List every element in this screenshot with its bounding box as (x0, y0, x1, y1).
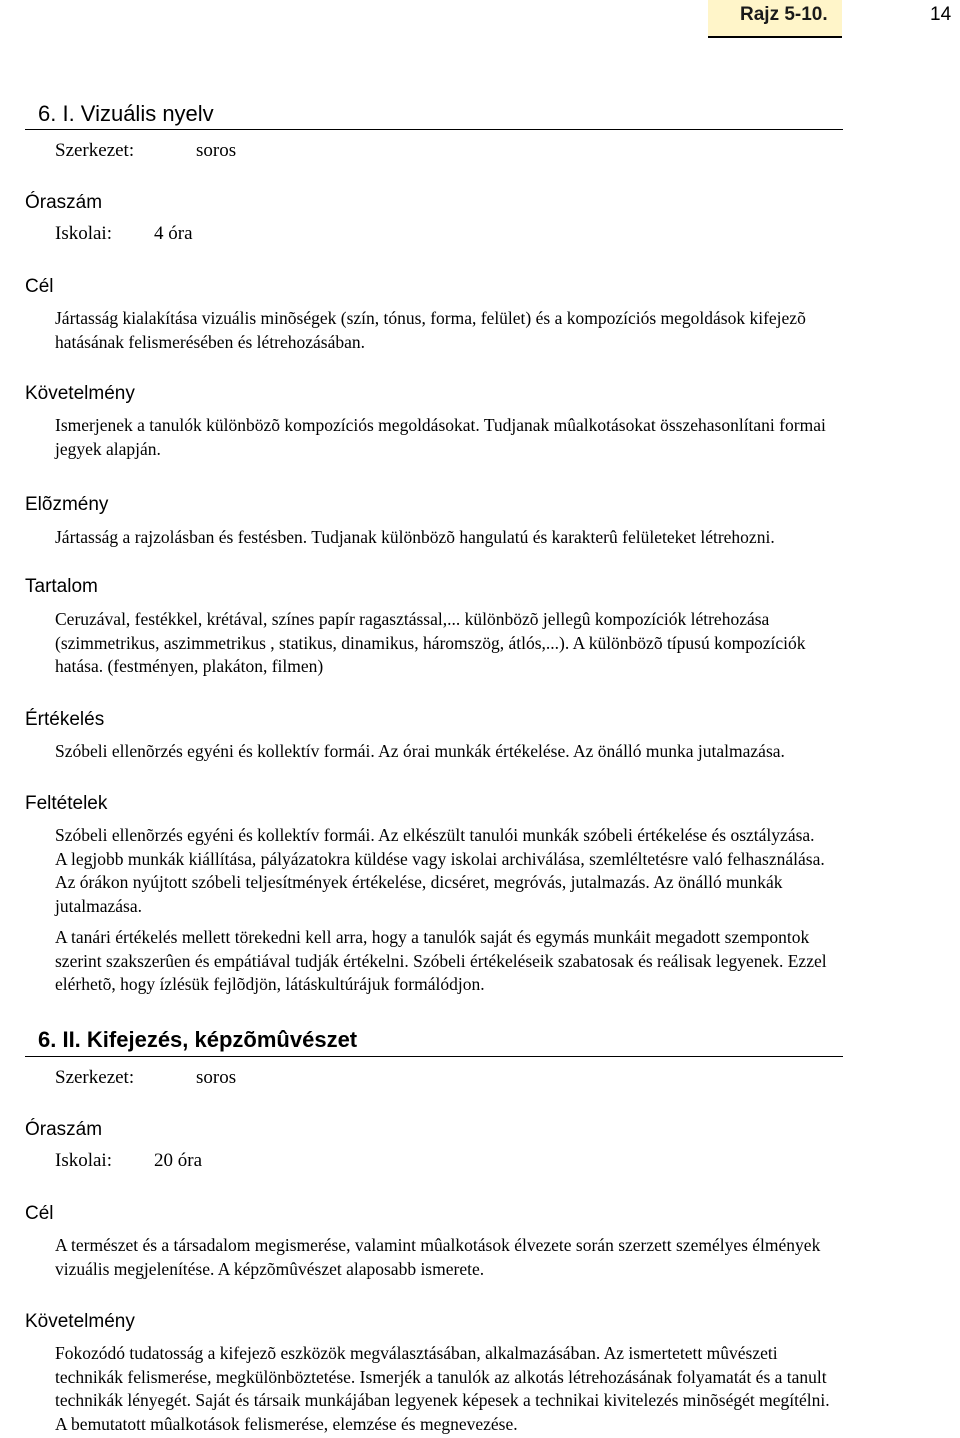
section-2-structure (55, 1067, 237, 1089)
school-label: Iskolai: (55, 1150, 112, 1171)
section-1-prerequisite-heading: Elõzmény (25, 494, 109, 515)
section-1-goal-text: Jártasság kialakítása vizuális minõségek (szín, tónus, forma, felület) és a kompozíciós megoldások kifejezõ hatásának felismerésében és létrehozásában. (55, 308, 806, 352)
section-1-hours-heading: Óraszám (25, 192, 103, 213)
section-2-rule (25, 1056, 843, 1057)
header-underline (708, 36, 842, 38)
section-1-conditions-text-2: A tanári értékelés mellett törekedni kell arra, hogy a tanulók saját és egymás munkáit megadott szempontok szerint szakszerûen és empátiával tudják értékelni. Szóbeli értékeléseik szabatosak és reálisak legyenek. Ezzel elérhetõ, hogy ízlésük fejlõdjön, látáskultúrájuk formálódjon. (55, 927, 827, 994)
school-value: 4 óra (154, 223, 193, 244)
section-1-requirement-text: Ismerjenek a tanulók különbözõ kompozíciós megoldásokat. Tudjanak mûalkotásokat összehasonlítani formai jegyek alapján. (55, 415, 826, 459)
section-1-prerequisite-text: Jártasság a rajzolásban és festésben. Tudjanak különbözõ hangulatú és karakterû felületeket létrehozni. (55, 527, 775, 547)
section-2-goal-text: A természet és a társadalom megismerése, valamint mûalkotások élvezete során szerzett személyes élmények vizuális megjelenítése. A képzõmûvészet alaposabb ismerete. (55, 1235, 821, 1279)
structure-value: soros (196, 140, 237, 161)
structure-label: Szerkezet: (55, 1067, 135, 1088)
section-1-content-heading: Tartalom (25, 576, 98, 597)
section-1-structure (55, 140, 237, 162)
section-1-rule (25, 129, 843, 130)
section-1-conditions-text: Szóbeli ellenõrzés egyéni és kollektív formái. Az elkészült tanulói munkák szóbeli értékelése és osztályzása. A legjobb munkák kiállítása, pályázatokra küldése vagy iskolai archiválása, szemléltetésre való felhasználása. Az órákon nyújtott szóbeli teljesítmények értékelése, dicséret, megróvás, jutalmazás. Az önálló munkák jutalmazása. (55, 825, 825, 916)
section-1-goal-heading: Cél (25, 276, 54, 297)
page-header (0, 0, 960, 42)
section-1-title: 6. I. Vizuális nyelv (38, 101, 214, 126)
section-2-goal-heading: Cél (25, 1203, 54, 1224)
section-1-evaluation-text: Szóbeli ellenõrzés egyéni és kollektív formái. Az órai munkák értékelése. Az önálló munka jutalmazása. (55, 741, 785, 761)
section-1-requirement-heading: Követelmény (25, 383, 135, 404)
section-2-school-hours (55, 1150, 203, 1172)
school-value: 20 óra (154, 1150, 203, 1171)
section-2-hours-heading: Óraszám (25, 1119, 103, 1140)
section-1-content-text: Ceruzával, festékkel, krétával, színes papír ragasztással,... különbözõ jellegû kompozíciók létrehozása (szimmetrikus, aszimmetrikus , statikus, dinamikus, háromszög, átlós,...). A különbözõ típusú kompozíciók hatása. (festményen, plakáton, filmen) (55, 609, 806, 676)
section-1-evaluation-heading: Értékelés (25, 709, 105, 730)
structure-value: soros (196, 1067, 237, 1088)
header-title: Rajz 5-10. (740, 4, 828, 25)
structure-label: Szerkezet: (55, 140, 135, 161)
section-1-school-hours (55, 223, 193, 245)
section-2-requirement-heading: Követelmény (25, 1311, 135, 1332)
school-label: Iskolai: (55, 223, 112, 244)
section-1-conditions-heading: Feltételek (25, 793, 108, 814)
page-number: 14 (930, 4, 952, 25)
section-2-requirement-text: Fokozódó tudatosság a kifejezõ eszközök megválasztásában, alkalmazásában. Az ismertetett mûvészeti technikák felismerése, megkülönböztetése. Ismerjék a tanulók az alkotás létrehozásának folyamatát és a tanult technikák lényegét. Saját és társaik munkájában legyenek képesek a technikai kivitelezés minõségét megítélni. A bemutatott mûalkotások felismerése, elemzése és megnevezése. (55, 1343, 830, 1434)
section-2-title: 6. II. Kifejezés, képzõmûvészet (38, 1027, 358, 1052)
